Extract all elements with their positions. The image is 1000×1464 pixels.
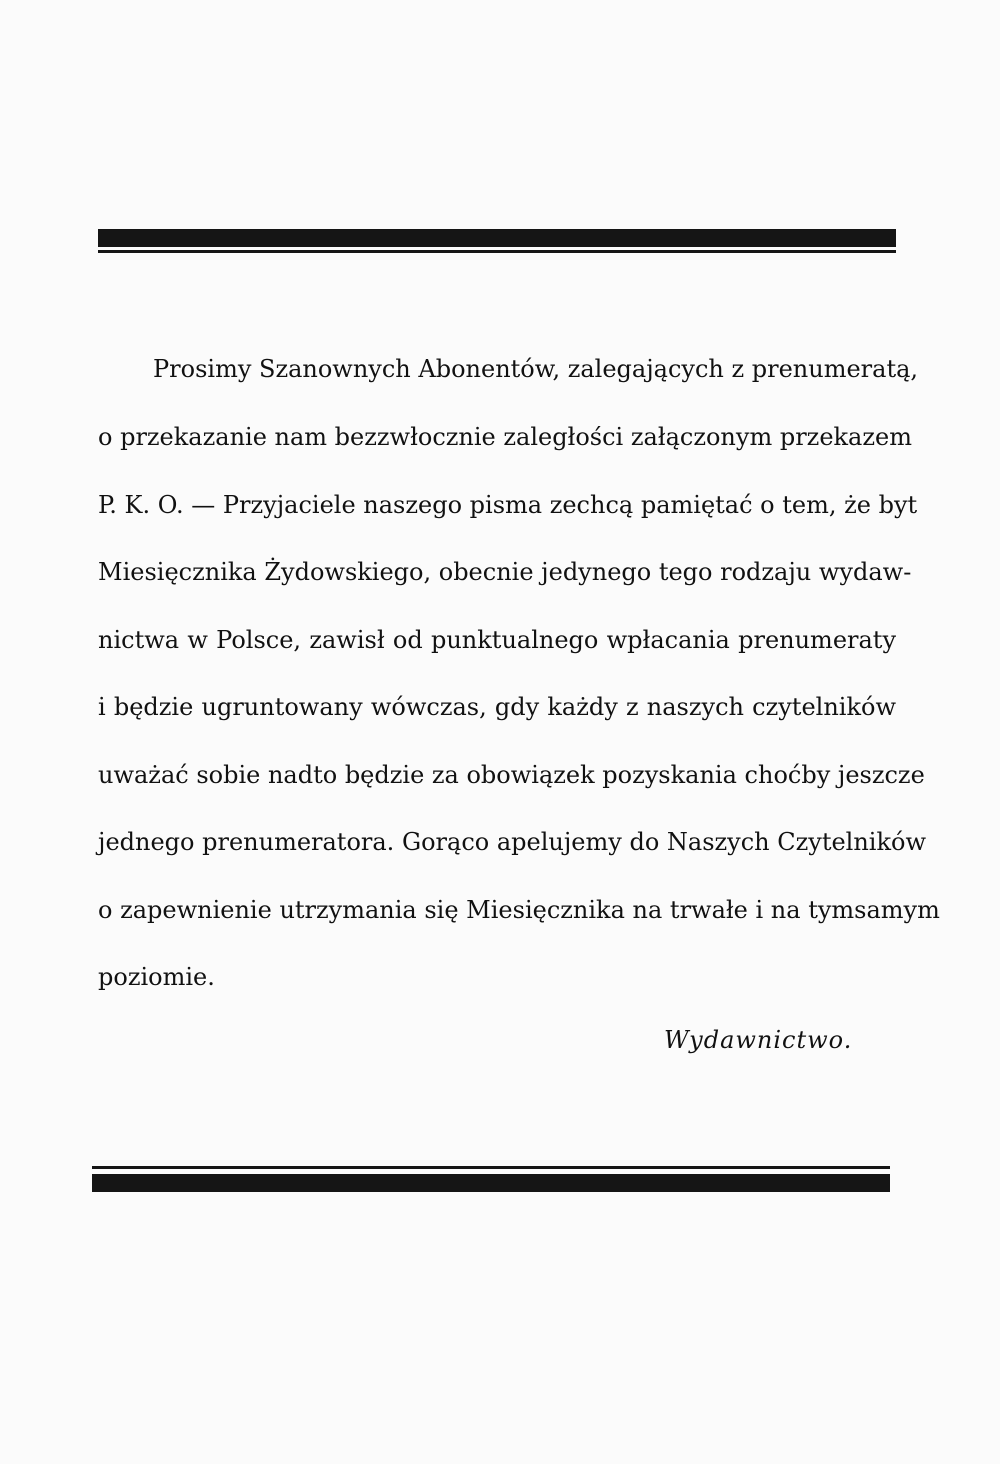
notice-line: Prosimy Szanownych Abonentów, zalegających z prenumeratą, <box>153 355 919 383</box>
top-thick-rule <box>98 229 896 247</box>
bottom-thin-rule <box>92 1166 890 1169</box>
notice-line: poziomie. <box>98 963 215 991</box>
top-thin-rule <box>98 250 896 253</box>
notice-line: i będzie ugruntowany wówczas, gdy każdy z naszych czytelników <box>98 693 896 721</box>
notice-line: nictwa w Polsce, zawisł od punktualnego wpłacania prenumeraty <box>98 626 896 654</box>
notice-line: o zapewnienie utrzymania się Miesięcznika na trwałe i na tymsamym <box>98 896 940 924</box>
bottom-thick-rule <box>92 1174 890 1192</box>
notice-line: o przekazanie nam bezzwłocznie zaległości załączonym przekazem <box>98 423 912 451</box>
notice-line: uważać sobie nadto będzie za obowiązek pozyskania choćby jeszcze <box>98 761 925 789</box>
notice-line: jednego prenumeratora. Gorąco apelujemy do Naszych Czytelników <box>98 828 927 856</box>
signature: Wydawnictwo. <box>664 1026 853 1054</box>
notice-line: P. K. O. — Przyjaciele naszego pisma zechcą pamiętać o tem, że byt <box>98 491 918 519</box>
notice-line: Miesięcznika Żydowskiego, obecnie jedynego tego rodzaju wydaw- <box>98 558 912 586</box>
